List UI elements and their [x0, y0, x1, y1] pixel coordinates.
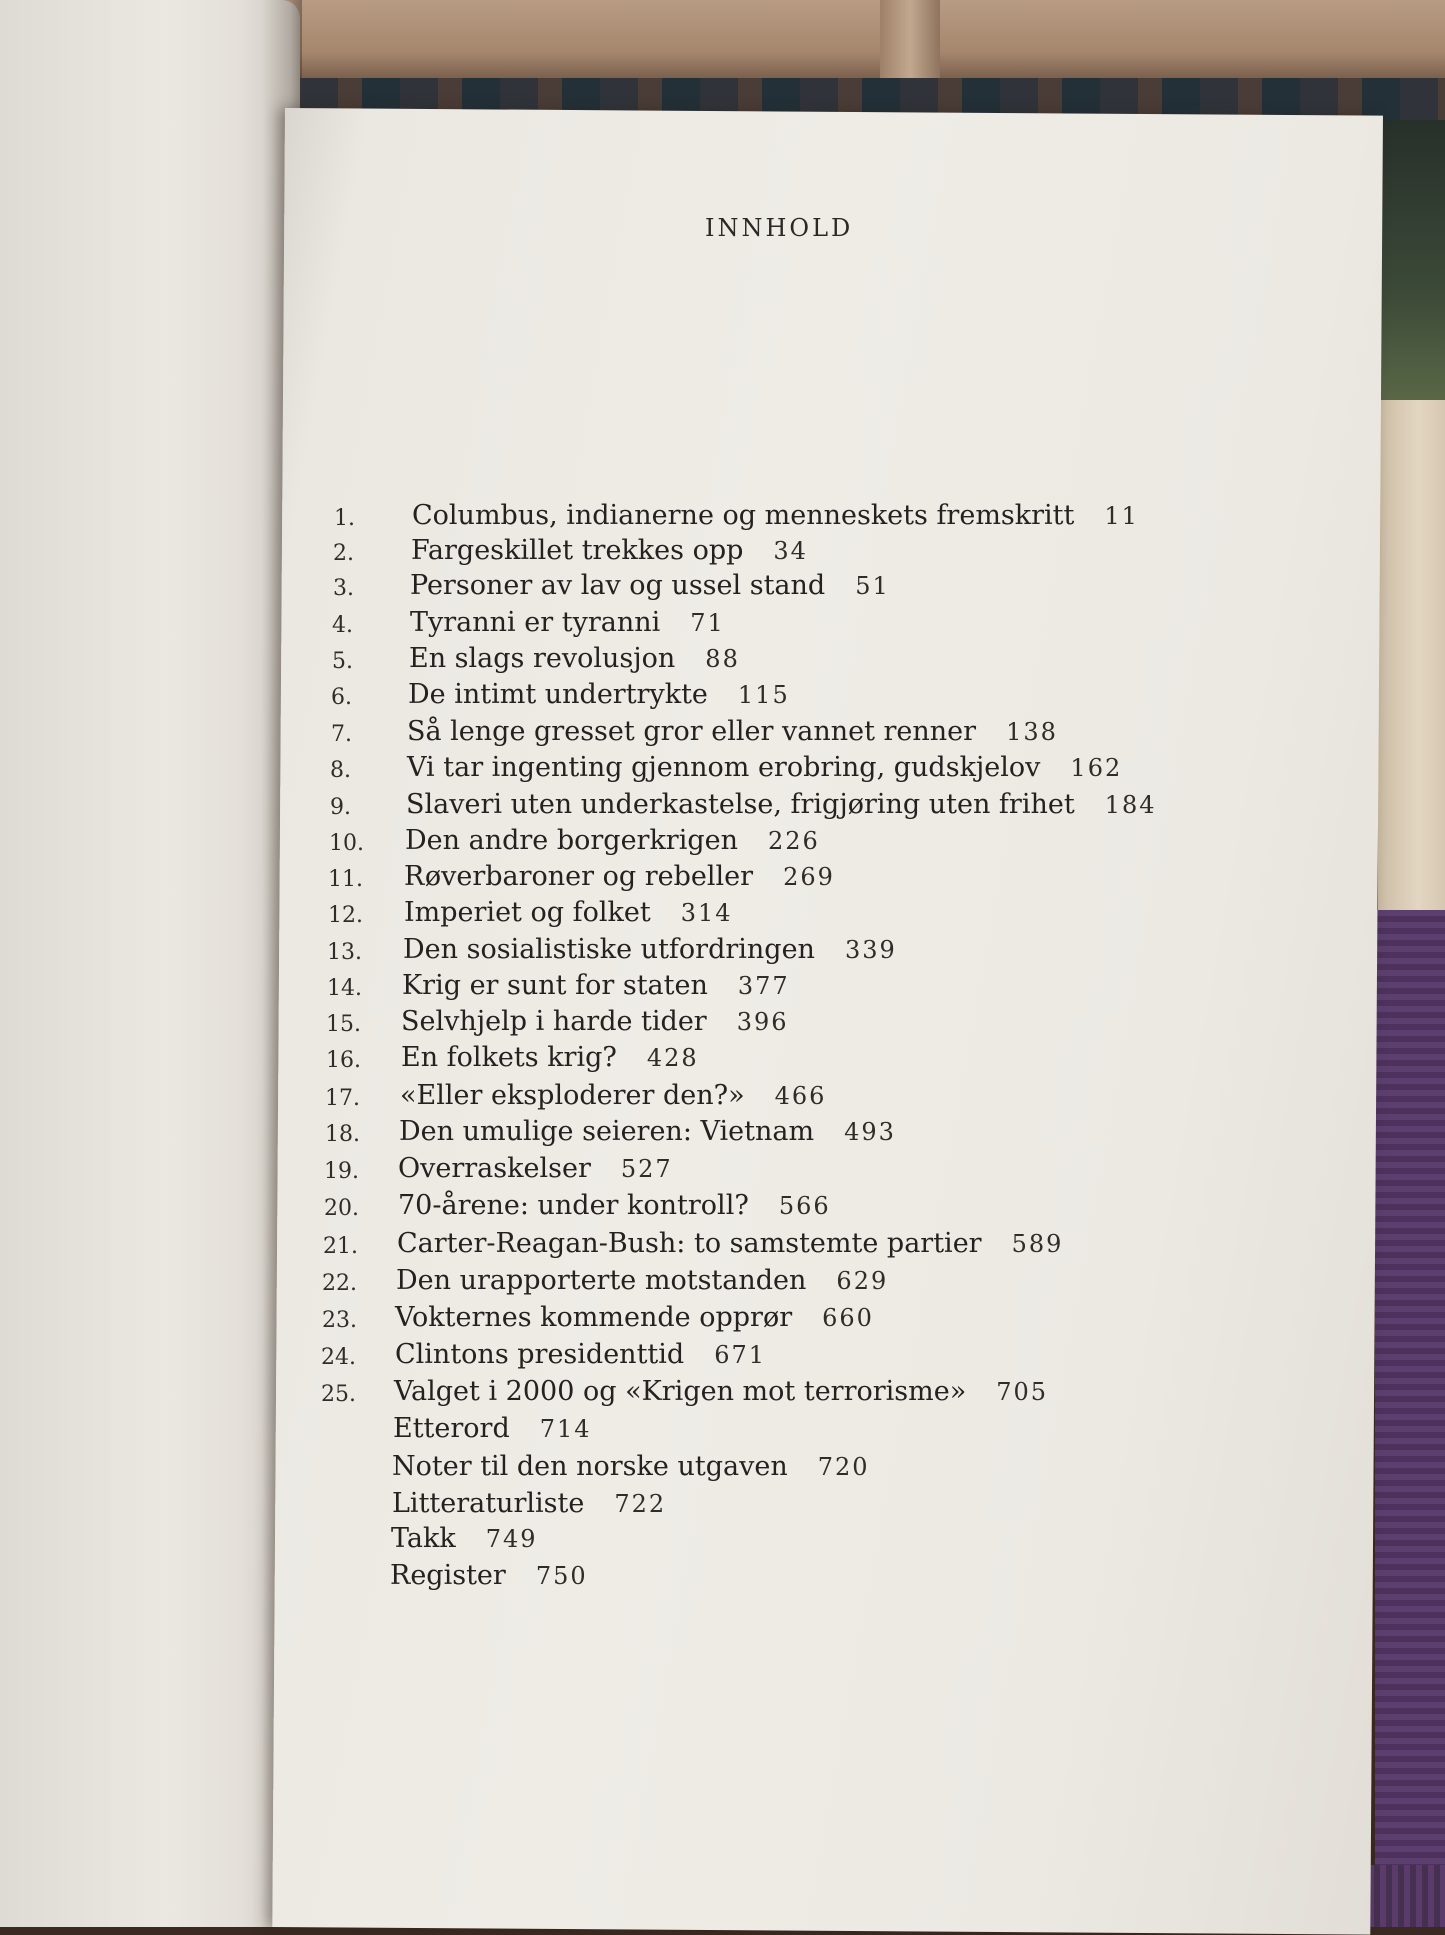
chapter-title-text: «Eller eksploderer den?» — [400, 1080, 745, 1111]
chapter-title-text: Selvhjelp i harde tider — [401, 1006, 707, 1037]
chapter-title — [405, 825, 820, 856]
chapter-number: 10. — [329, 831, 364, 856]
chapter-title-text: Carter-Reagan-Bush: to samstemte partier — [397, 1228, 982, 1259]
chapter-title-text: En slags revolusjon — [409, 643, 676, 674]
chapter-number: 19. — [324, 1159, 359, 1184]
purple-cloth — [1375, 910, 1445, 1927]
left-page — [0, 0, 300, 1927]
toc-heading: INNHOLD — [705, 214, 854, 242]
chapter-title-text: Fargeskillet trekkes opp — [411, 535, 744, 566]
page-number: 749 — [485, 1525, 538, 1553]
page-number: 314 — [680, 899, 733, 927]
chapter-title-text: Clintons presidenttid — [395, 1339, 685, 1370]
chapter-number: 15. — [326, 1012, 361, 1037]
chapter-title-text: Etterord — [393, 1413, 510, 1444]
chapter-title-text: Noter til den norske utgaven — [392, 1451, 788, 1482]
chapter-number: 4. — [332, 613, 353, 638]
page-number: 34 — [773, 537, 808, 565]
page-number: 629 — [836, 1267, 889, 1295]
page-number: 162 — [1070, 754, 1123, 782]
chapter-title — [391, 1523, 538, 1554]
chapter-title — [412, 500, 1139, 531]
page-number: 493 — [844, 1118, 896, 1146]
page-number: 720 — [817, 1453, 870, 1481]
chapter-title — [406, 789, 1157, 820]
chapter-number: 16. — [326, 1048, 361, 1073]
chapter-number: 5. — [332, 649, 353, 674]
chapter-title-text: Register — [390, 1560, 506, 1591]
chapter-title — [410, 570, 890, 601]
chapter-title — [404, 897, 733, 928]
chapter-number: 25. — [321, 1382, 356, 1407]
page-number: 138 — [1006, 718, 1058, 746]
chapter-number: 3. — [333, 576, 354, 601]
page-number: 115 — [737, 681, 790, 709]
page-number: 714 — [539, 1415, 592, 1443]
page-number: 269 — [783, 863, 835, 891]
page-number: 589 — [1011, 1230, 1064, 1258]
chapter-number: 6. — [331, 685, 352, 710]
page-number: 184 — [1104, 791, 1157, 819]
chapter-title-text: Vokternes kommende opprør — [395, 1302, 793, 1333]
page-number: 566 — [778, 1192, 831, 1220]
chapter-title-text: Så lenge gresset gror eller vannet renner — [407, 716, 977, 747]
chapter-title-text: Den umulige seieren: Vietnam — [399, 1116, 815, 1147]
page-number: 71 — [690, 609, 725, 637]
chapter-title — [411, 535, 808, 566]
page-number: 705 — [996, 1378, 1049, 1406]
page-number: 671 — [714, 1341, 766, 1369]
background-object — [1380, 120, 1445, 410]
chapter-number: 21. — [323, 1234, 358, 1259]
chapter-title — [409, 643, 740, 674]
chapter-title — [410, 607, 725, 638]
chapter-number: 22. — [322, 1271, 357, 1296]
chapter-title — [404, 861, 835, 892]
chapter-number: 8. — [330, 758, 351, 783]
chapter-title — [392, 1451, 870, 1482]
chapter-number: 14. — [327, 976, 362, 1001]
chapter-title — [394, 1376, 1048, 1407]
chapter-title — [400, 1080, 826, 1111]
chapter-title — [407, 752, 1122, 783]
chapter-title-text: De intimt undertrykte — [408, 679, 708, 710]
chapter-title — [398, 1190, 831, 1221]
chapter-title-text: Den andre borgerkrigen — [405, 825, 739, 856]
chapter-title — [393, 1413, 592, 1444]
chapter-title — [408, 679, 790, 710]
chapter-title-text: Imperiet og folket — [404, 897, 651, 928]
chapter-number: 23. — [322, 1308, 357, 1333]
chapter-title-text: Valget i 2000 og «Krigen mot terrorisme» — [394, 1376, 967, 1407]
chapter-title — [403, 934, 897, 965]
chapter-title — [407, 716, 1058, 747]
chapter-title-text: Slaveri uten underkastelse, frigjøring uten frihet — [406, 789, 1075, 820]
chapter-title — [402, 970, 790, 1001]
chapter-title-text: 70-årene: under kontroll? — [398, 1190, 749, 1221]
chapter-number: 18. — [325, 1122, 360, 1147]
chapter-title-text: Den sosialistiske utfordringen — [403, 934, 815, 965]
chapter-title — [401, 1006, 789, 1037]
chapter-title-text: En folkets krig? — [401, 1042, 617, 1073]
chapter-title — [395, 1339, 766, 1370]
page-number: 466 — [774, 1082, 827, 1110]
chapter-title-text: Tyranni er tyranni — [410, 607, 661, 638]
chapter-title — [396, 1265, 888, 1296]
chapter-number: 12. — [328, 903, 363, 928]
page-number: 51 — [855, 572, 890, 600]
page-number: 660 — [822, 1304, 874, 1332]
chapter-title-text: Den urapporterte motstanden — [396, 1265, 807, 1296]
chapter-title-text: Overraskelser — [398, 1153, 591, 1184]
chapter-title — [398, 1153, 673, 1184]
chapter-number: 9. — [330, 795, 351, 820]
chapter-title-text: Litteraturliste — [392, 1488, 585, 1519]
chapter-title-text: Columbus, indianerne og menneskets fremskritt — [412, 500, 1075, 531]
chapter-title — [401, 1042, 699, 1073]
page-number: 339 — [844, 936, 897, 964]
chapter-title — [395, 1302, 874, 1333]
chapter-title — [399, 1116, 896, 1147]
chapter-title — [392, 1488, 666, 1519]
chapter-number: 17. — [325, 1086, 360, 1111]
page-number: 396 — [736, 1008, 789, 1036]
chapter-number: 13. — [327, 940, 362, 965]
page-number: 377 — [737, 972, 790, 1000]
chapter-title-text: Krig er sunt for staten — [402, 970, 708, 1001]
chapter-number: 24. — [321, 1345, 356, 1370]
page-number: 750 — [535, 1562, 588, 1590]
page-number: 11 — [1104, 502, 1139, 530]
chapter-title — [397, 1228, 1063, 1259]
chapter-number: 1. — [334, 506, 355, 531]
chapter-title-text: Vi tar ingenting gjennom erobring, gudskjelov — [407, 752, 1041, 783]
page-number: 527 — [620, 1155, 673, 1183]
page-number: 226 — [768, 827, 820, 855]
page-number: 722 — [614, 1490, 667, 1518]
chapter-number: 2. — [333, 541, 354, 566]
chapter-title-text: Personer av lav og ussel stand — [410, 570, 826, 601]
page-number: 428 — [646, 1044, 699, 1072]
chapter-title-text: Røverbaroner og rebeller — [404, 861, 754, 892]
chapter-title — [390, 1560, 588, 1591]
chapter-number: 20. — [324, 1196, 359, 1221]
chapter-number: 7. — [331, 722, 352, 747]
chapter-title-text: Takk — [391, 1523, 456, 1554]
page-number: 88 — [705, 645, 740, 673]
background-box — [1378, 400, 1445, 920]
chapter-number: 11. — [328, 867, 363, 892]
